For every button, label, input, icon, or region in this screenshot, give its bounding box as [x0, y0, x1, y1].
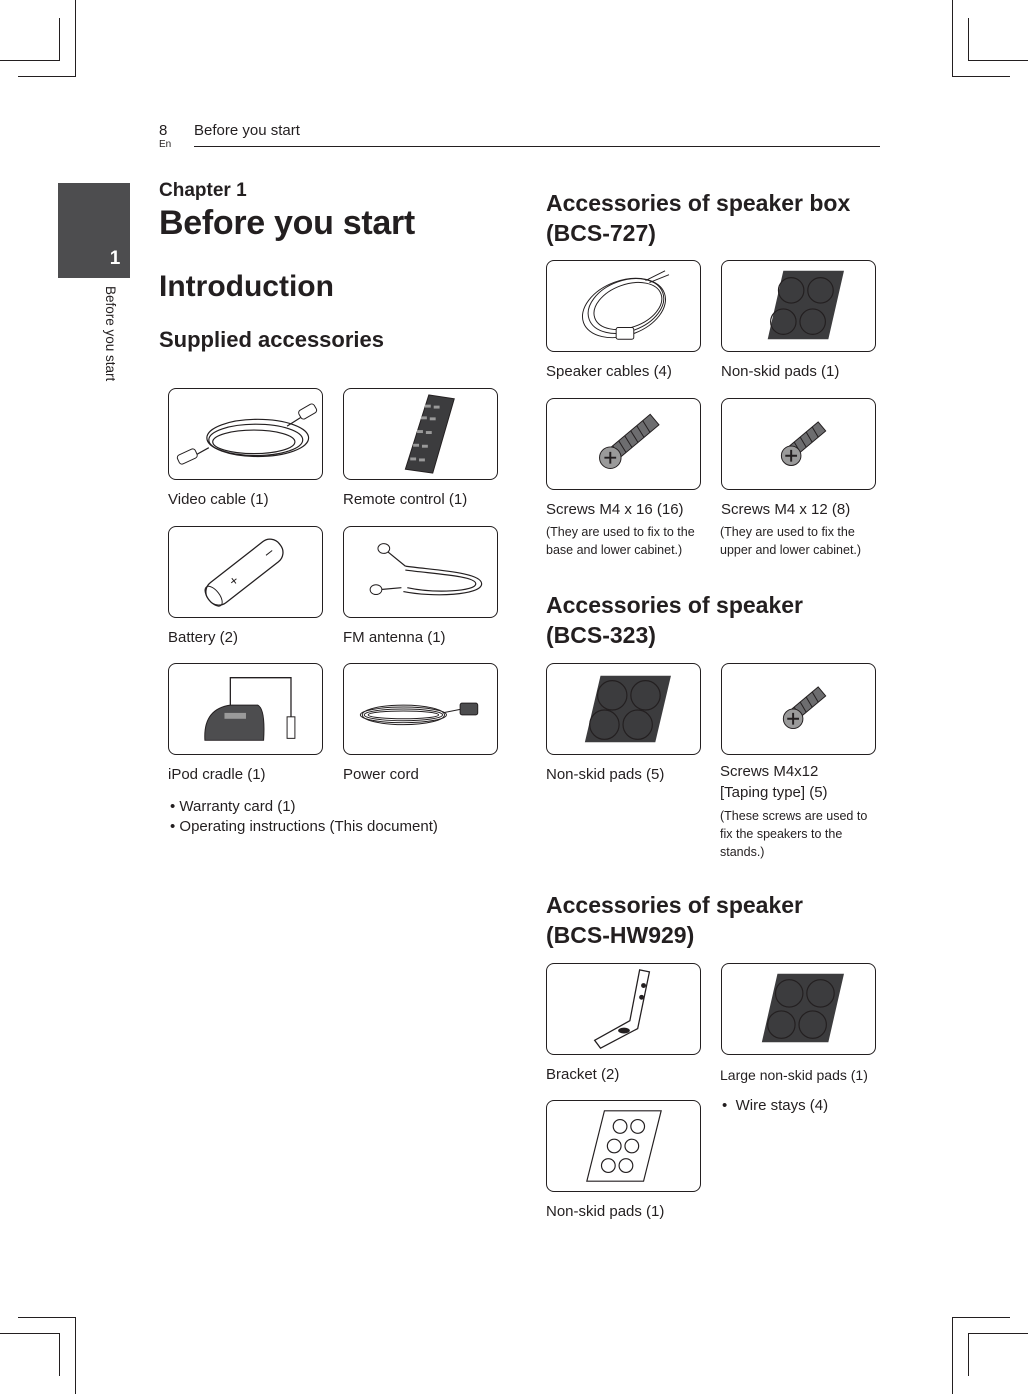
screw-taping-note: (These screws are used to fix the speakers to the stands.) — [720, 809, 868, 859]
large-nonskid-pads-illustration — [721, 963, 876, 1055]
section-heading: Introduction — [159, 270, 334, 303]
bracket-caption: Bracket (2) — [546, 1066, 620, 1083]
crop-mark — [968, 1334, 969, 1376]
crop-mark — [59, 18, 60, 60]
remote-control-caption: Remote control (1) — [343, 491, 468, 508]
speaker-cables-caption: Speaker cables (4) — [546, 363, 672, 380]
page-title: Before you start — [159, 204, 415, 242]
video-cable-caption: Video cable (1) — [168, 491, 269, 508]
fm-antenna-illustration — [343, 526, 498, 618]
crop-mark — [18, 1317, 76, 1318]
screw-m4x16-note: (They are used to fix to the base and lower cabinet.) — [546, 525, 695, 557]
nonskid-pads-caption: Non-skid pads (1) — [721, 363, 840, 380]
crop-mark — [75, 1317, 76, 1394]
large-nonskid-pads-caption: Large non-skid pads (1) — [720, 1067, 868, 1083]
screw-m4x16-caption: Screws M4 x 16 (16) — [546, 501, 684, 518]
small-nonskid-pads-caption: Non-skid pads (1) — [546, 1203, 665, 1220]
screw-m4x12-caption: Screws M4 x 12 (8) — [721, 501, 851, 518]
crop-mark — [59, 1334, 60, 1376]
crop-mark — [952, 1317, 953, 1394]
small-nonskid-pads-illustration — [546, 1100, 701, 1192]
running-title: Before you start — [194, 122, 300, 139]
bcs727-heading: Accessories of speaker box (BCS-727) — [546, 190, 851, 246]
screw-m4x12-illustration — [721, 398, 876, 490]
power-cord-caption: Power cord — [343, 766, 419, 783]
list-item: • Operating instructions (This document) — [170, 818, 438, 835]
crop-mark — [952, 76, 1010, 77]
chapter-tab-number: 1 — [109, 248, 121, 269]
battery-caption: Battery (2) — [168, 629, 239, 646]
crop-mark — [0, 1333, 60, 1334]
crop-mark — [968, 18, 969, 60]
screw-taping-caption-line2: [Taping type] (5) — [720, 784, 828, 801]
svg-text:+: + — [226, 572, 242, 590]
crop-mark — [0, 60, 60, 61]
ipod-cradle-caption: iPod cradle (1) — [168, 766, 266, 783]
nonskid-pads-illustration — [721, 260, 876, 352]
screw-taping-caption-line1: Screws M4x12 — [720, 763, 819, 780]
crop-mark — [968, 1333, 1028, 1334]
crop-mark — [952, 0, 953, 77]
screw-m4x12-note: (They are used to fix the upper and lower cabinet.) — [720, 525, 862, 557]
video-cable-illustration — [168, 388, 323, 480]
crop-mark — [952, 1317, 1010, 1318]
battery-illustration — [168, 526, 323, 618]
remote-control-illustration — [343, 388, 498, 480]
bracket-illustration — [546, 963, 701, 1055]
bcshw929-heading: Accessories of speaker (BCS-HW929) — [546, 892, 803, 948]
crop-mark — [75, 0, 76, 77]
ipod-cradle-illustration — [168, 663, 323, 755]
speaker-cables-illustration — [546, 260, 701, 352]
nonskid-pads-illustration — [546, 663, 701, 755]
crop-mark — [968, 60, 1028, 61]
header-rule — [194, 146, 880, 147]
language-code: En — [159, 139, 172, 150]
subsection-heading: Supplied accessories — [159, 327, 384, 352]
list-item: • Warranty card (1) — [170, 798, 296, 815]
crop-mark — [18, 76, 76, 77]
nonskid-pads-caption: Non-skid pads (5) — [546, 766, 665, 783]
chapter-tab-label: Before you start — [103, 286, 118, 382]
screw-m4x16-illustration — [546, 398, 701, 490]
fm-antenna-caption: FM antenna (1) — [343, 629, 446, 646]
screw-taping-illustration — [721, 663, 876, 755]
bcs323-heading: Accessories of speaker (BCS-323) — [546, 592, 803, 648]
chapter-label: Chapter 1 — [159, 180, 247, 201]
page-number: 8 — [159, 122, 168, 139]
list-item: • Wire stays (4) — [722, 1097, 829, 1114]
power-cord-illustration — [343, 663, 498, 755]
